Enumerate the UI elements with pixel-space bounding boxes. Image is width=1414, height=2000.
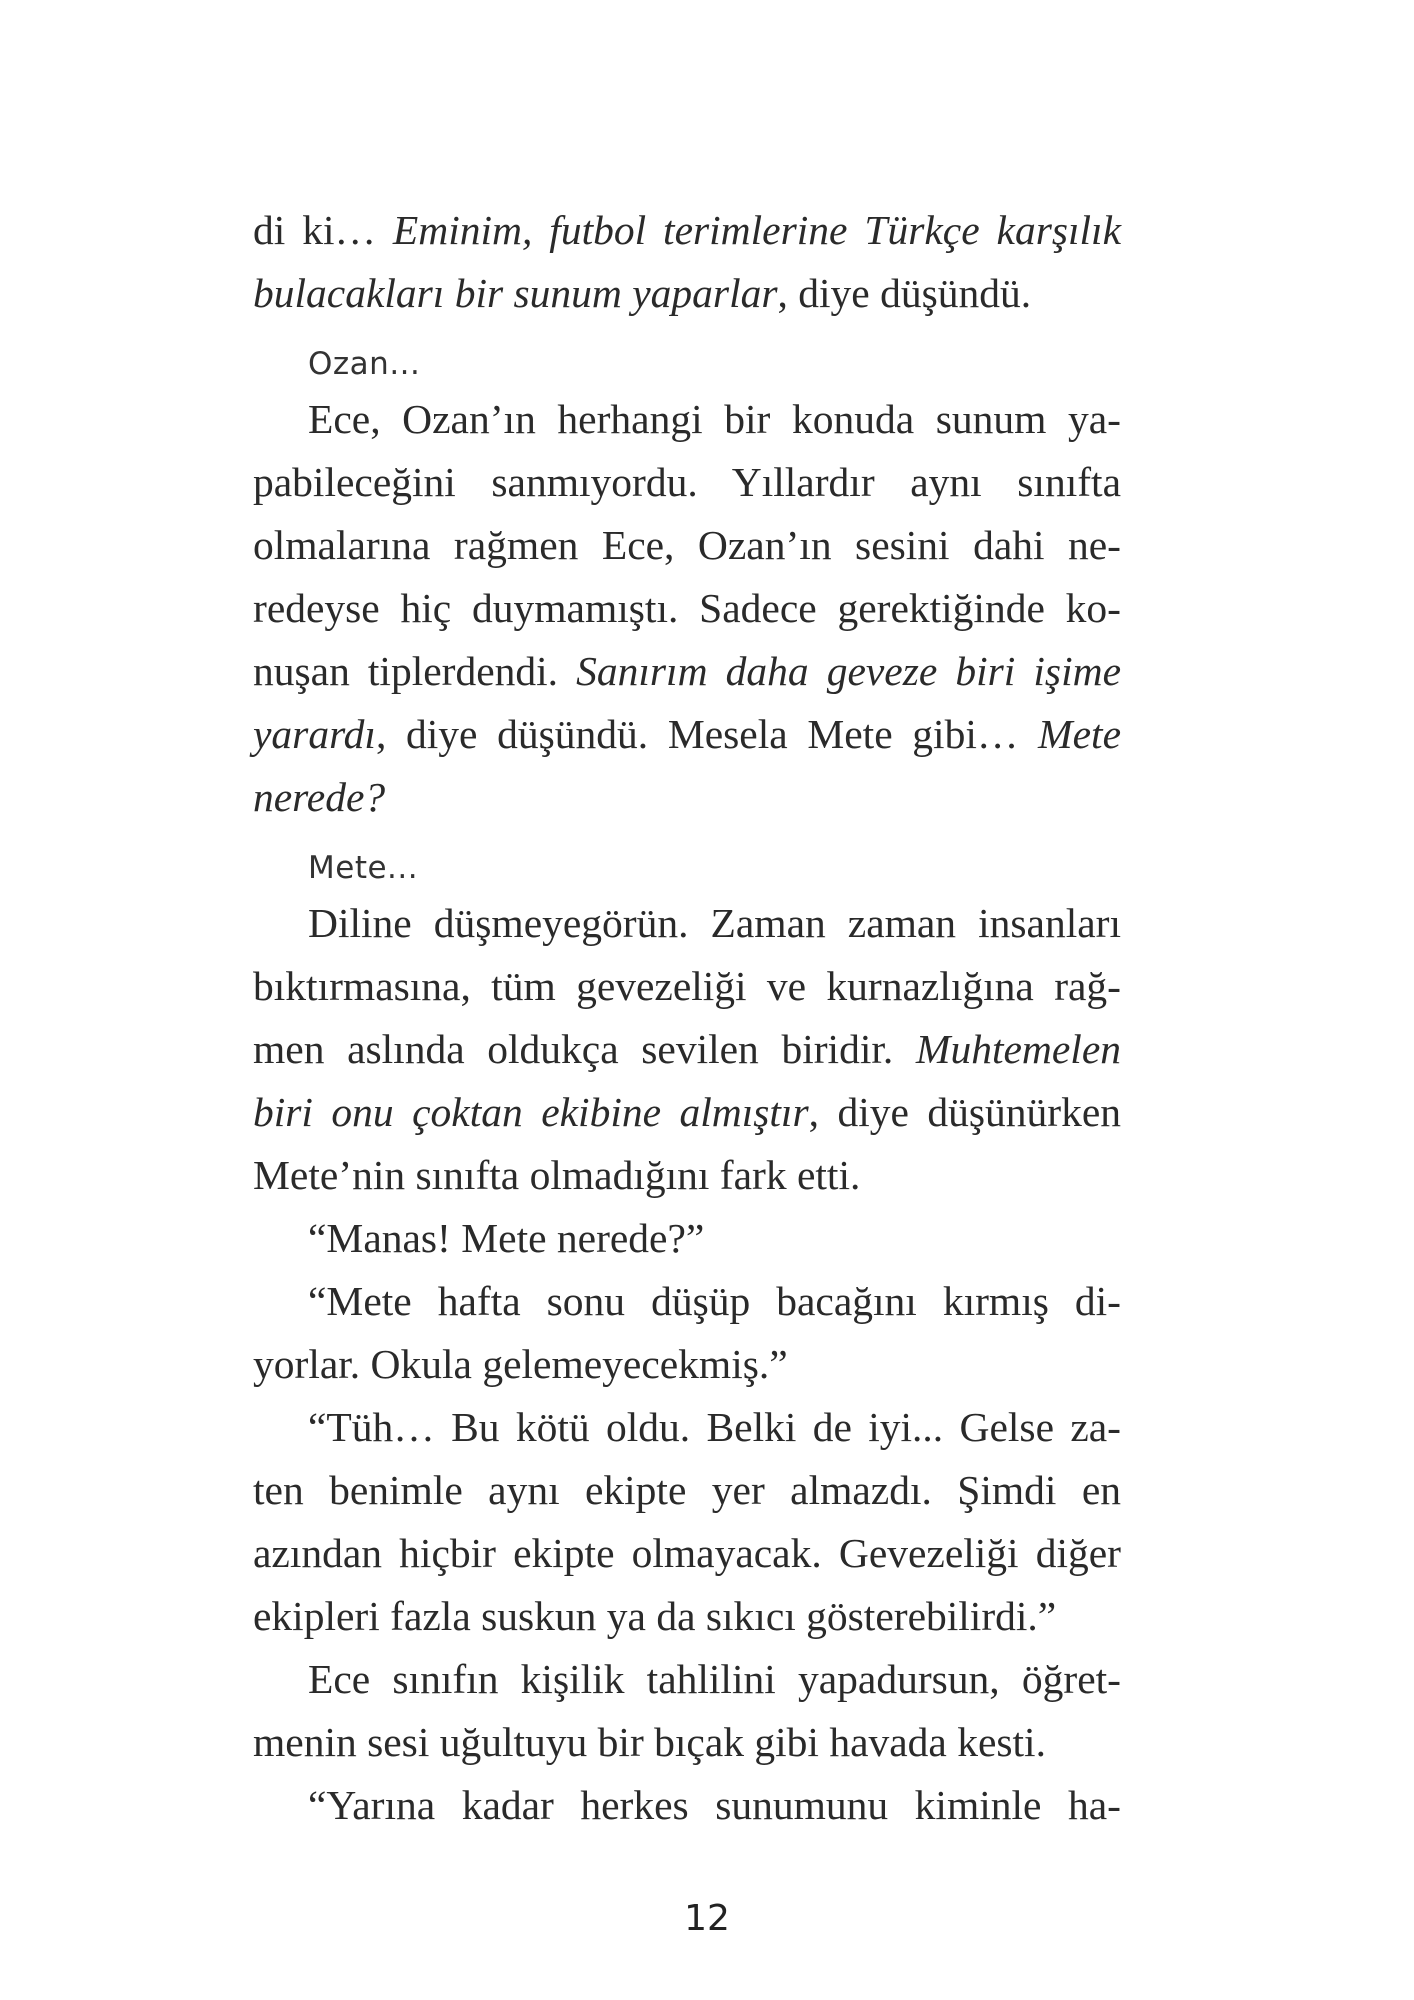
text-segment: ekipleri fazla suskun ya da sıkıcı gösterebilirdi.” — [253, 1593, 1057, 1639]
text-segment: yorlar. Okula gelemeyecekmiş.” — [253, 1341, 788, 1387]
text-line — [253, 1648, 1121, 1711]
text-segment: “Yarına kadar herkes sunumunu kiminle ha- — [308, 1782, 1121, 1828]
text-line — [253, 955, 1121, 1018]
text-segment: nuşan tiplerdendi. — [253, 648, 577, 694]
italic-text: biri onu çoktan ekibine almıştır — [253, 1089, 809, 1135]
italic-text: Sanırım daha geveze biri işime — [576, 648, 1121, 694]
italic-text: nerede? — [253, 774, 386, 820]
text-segment: Ece, Ozan’ın herhangi bir konuda sunum ya- — [308, 396, 1121, 442]
text-line — [253, 1459, 1121, 1522]
text-line — [253, 577, 1121, 640]
text-segment: men aslında oldukça sevilen biridir. — [253, 1026, 916, 1072]
italic-text: Mete — [1038, 711, 1121, 757]
text-line — [253, 640, 1121, 703]
body-text — [253, 199, 1121, 1837]
text-line — [253, 1774, 1121, 1837]
character-heading — [253, 829, 1121, 892]
text-line — [253, 1522, 1121, 1585]
italic-text: Muhtemelen — [915, 1026, 1121, 1072]
text-line — [253, 766, 1121, 829]
text-line — [253, 451, 1121, 514]
text-line — [253, 262, 1121, 325]
text-segment: “Manas! Mete nerede?” — [308, 1215, 705, 1261]
text-segment: di ki… — [253, 207, 393, 253]
text-segment: pabileceğini sanmıyordu. Yıllardır aynı sınıfta — [253, 459, 1121, 505]
text-line — [253, 1207, 1121, 1270]
text-segment: “Mete hafta sonu düşüp bacağını kırmış di- — [308, 1278, 1121, 1324]
text-segment: “Tüh… Bu kötü oldu. Belki de iyi... Gelse za- — [308, 1404, 1121, 1450]
text-segment: olmalarına rağmen Ece, Ozan’ın sesini dahi ne- — [253, 522, 1121, 568]
text-segment: Mete’nin sınıfta olmadığını fark etti. — [253, 1152, 861, 1198]
text-line — [253, 1333, 1121, 1396]
text-segment: , diye düşündü. — [777, 270, 1032, 316]
text-line — [253, 1018, 1121, 1081]
character-heading-text: Ozan... — [308, 346, 421, 382]
text-segment: bıktırmasına, tüm gevezeliği ve kurnazlığına rağ- — [253, 963, 1121, 1009]
text-line — [253, 1711, 1121, 1774]
italic-text: Eminim, futbol terimlerine Türkçe karşılık — [392, 207, 1122, 253]
text-line — [253, 1144, 1121, 1207]
italic-text: bulacakları bir sunum yaparlar — [253, 270, 778, 316]
text-segment: ten benimle aynı ekipte yer almazdı. Şimdi en — [253, 1467, 1121, 1513]
page-number: 12 — [684, 1898, 730, 1939]
text-line — [253, 1585, 1121, 1648]
text-line — [253, 1396, 1121, 1459]
text-segment: Diline düşmeyegörün. Zaman zaman insanları — [308, 900, 1121, 946]
text-segment: Ece sınıfın kişilik tahlilini yapadursun, öğret- — [308, 1656, 1121, 1702]
text-line — [253, 892, 1121, 955]
text-line — [253, 703, 1121, 766]
text-segment: azından hiçbir ekipte olmayacak. Gevezeliği diğer — [253, 1530, 1121, 1576]
text-line — [253, 514, 1121, 577]
text-segment: , diye düşünürken — [808, 1089, 1122, 1135]
text-segment: redeyse hiç duymamıştı. Sadece gerektiğinde ko- — [253, 585, 1121, 631]
text-segment: menin sesi uğultuyu bir bıçak gibi havada kesti. — [253, 1719, 1046, 1765]
text-line — [253, 1270, 1121, 1333]
character-heading-text: Mete... — [308, 850, 419, 886]
text-line — [253, 199, 1121, 262]
text-segment: , diye düşündü. Mesela Mete gibi… — [375, 711, 1039, 757]
text-line — [253, 1081, 1121, 1144]
italic-text: yarardı — [253, 711, 376, 757]
character-heading — [253, 325, 1121, 388]
text-line — [253, 388, 1121, 451]
